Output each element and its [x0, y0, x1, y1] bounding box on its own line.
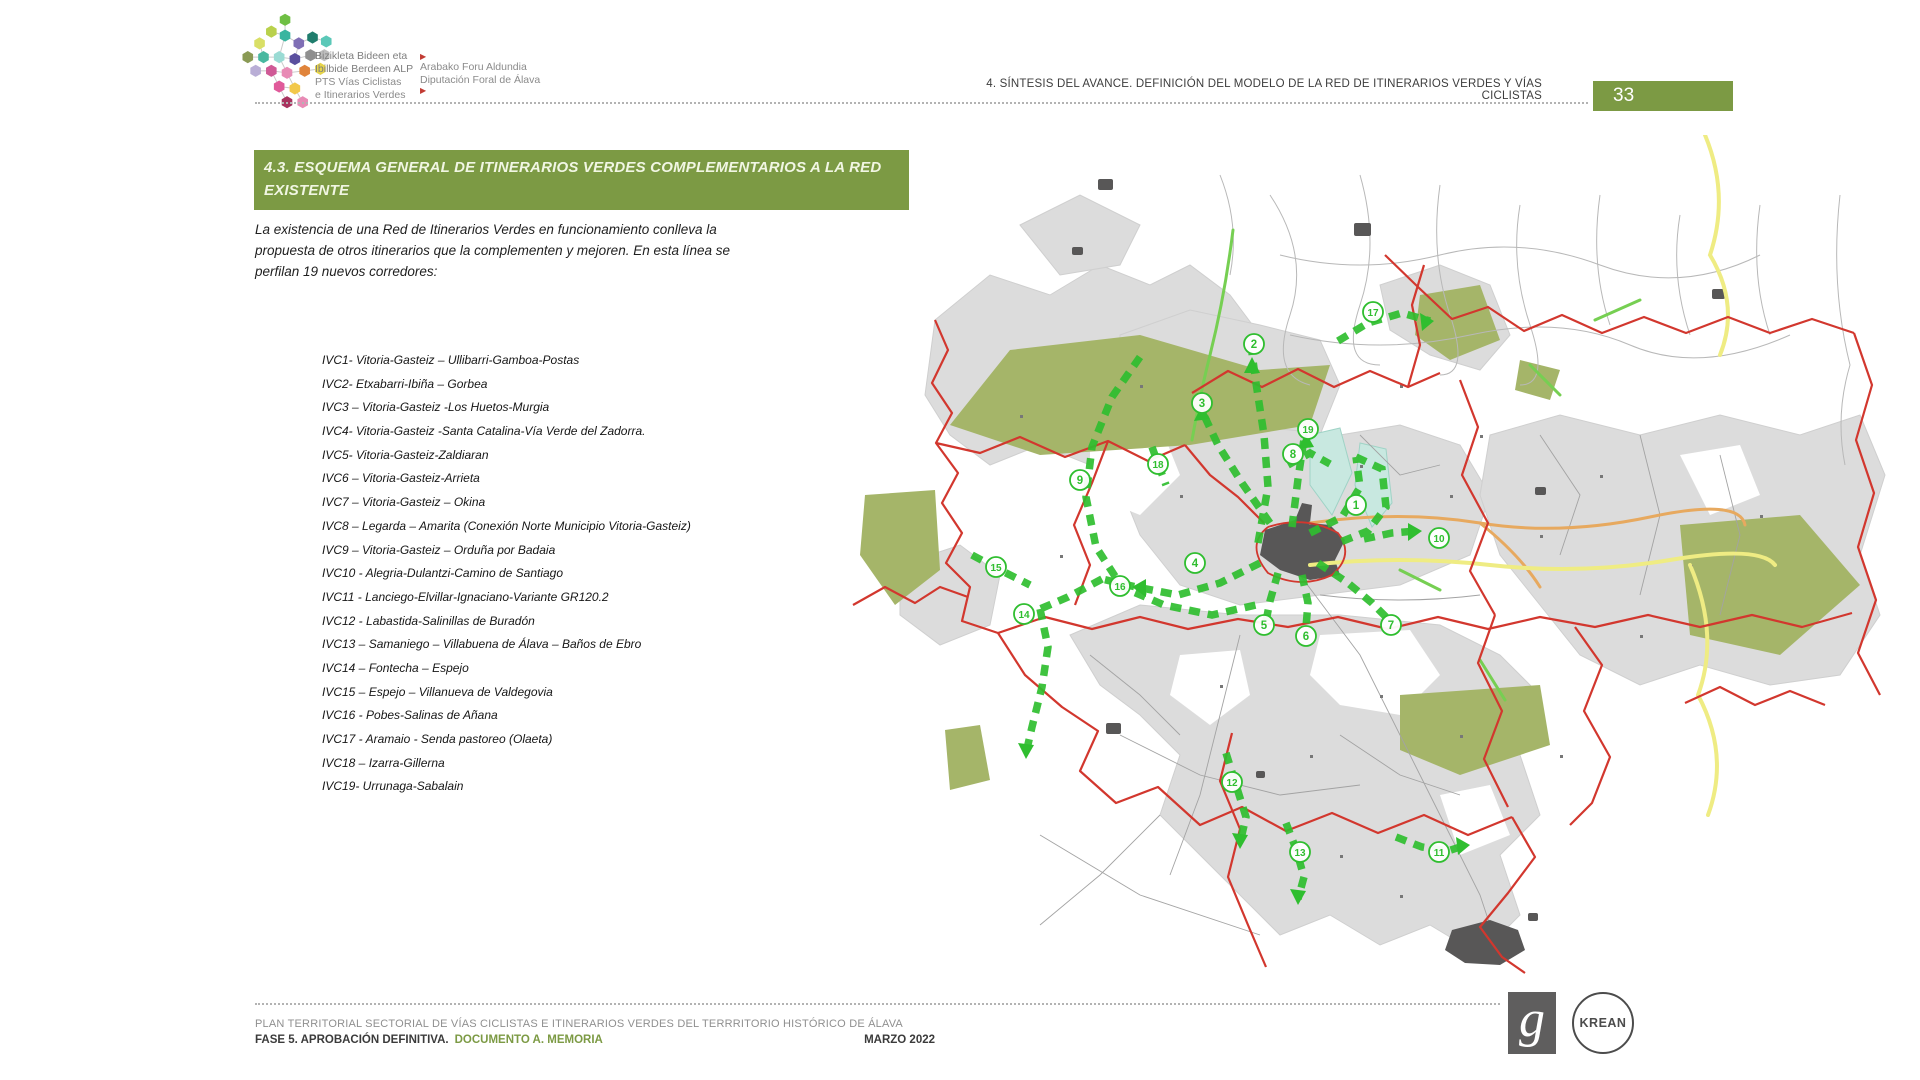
svg-text:9: 9 — [1076, 474, 1084, 487]
chapter-header: 4. SÍNTESIS DEL AVANCE. DEFINICIÓN DEL MODELO DE LA RED DE ITINERARIOS VERDES Y VÍAS CICLISTAS — [986, 78, 1542, 102]
footer-plan-title: PLAN TERRITORIAL SECTORIAL DE VÍAS CICLISTAS E ITINERARIOS VERDES DEL TERRRITORIO HISTÓRICO DE ÁLAVA — [255, 1018, 903, 1030]
corridor-list-item: IVC2- Etxabarri-Ibiña – Gorbea — [322, 376, 488, 391]
brand-line: Bizikleta Bideen eta — [315, 50, 408, 62]
route-number-badge — [1283, 444, 1303, 464]
diputacion-logo-block — [420, 53, 540, 95]
brand-line: Ibilbide Berdeen ALP — [315, 63, 414, 75]
svg-text:19: 19 — [1302, 424, 1314, 436]
corridor-list-item: IVC18 – Izarra-Gillerna — [322, 755, 445, 770]
route-number-badge — [1296, 626, 1316, 646]
brand-line: PTS Vías Ciclistas — [315, 76, 402, 88]
brand-line: Arabako Foru Aldundia — [420, 61, 527, 73]
arrow-icon: ▶ — [420, 86, 427, 95]
svg-text:14: 14 — [1018, 609, 1030, 621]
corridor-list-item: IVC9 – Vitoria-Gasteiz – Orduña por Badaia — [322, 542, 556, 557]
corridor-list-item: IVC14 – Fontecha – Espejo — [322, 660, 469, 675]
route-number-badge — [1148, 454, 1168, 474]
svg-text:12: 12 — [1226, 777, 1238, 789]
corridor-list-item: IVC10 - Alegria-Dulantzi-Camino de Santiago — [322, 566, 564, 581]
brand-line: e Itinerarios Verdes — [315, 89, 406, 101]
footer-divider — [255, 1003, 1500, 1005]
route-number-badge — [1244, 334, 1264, 354]
route-number-badge — [1070, 470, 1090, 490]
svg-text:3: 3 — [1198, 397, 1206, 410]
krean-logo: KREAN — [1572, 992, 1634, 1054]
svg-text:2: 2 — [1250, 338, 1258, 351]
svg-text:18: 18 — [1152, 459, 1164, 471]
section-title: 4.3. ESQUEMA GENERAL DE ITINERARIOS VERDES COMPLEMENTARIOS A LA RED EXISTENTE — [254, 150, 909, 210]
corridor-list-item: IVC5- Vitoria-Gasteiz-Zaldiaran — [322, 447, 489, 462]
intro-paragraph: La existencia de una Red de Itinerarios Verdes en funcionamiento conlleva la propuesta de otros itinerarios que la complementen y mejoren. En esta línea se perfilan 19 nuevos corredores: — [255, 222, 731, 279]
arrow-icon: ▶ — [420, 52, 427, 61]
g-studio-logo: g — [1508, 992, 1556, 1054]
page-number-badge — [1593, 81, 1733, 111]
header-divider — [255, 102, 1588, 104]
route-number-badge — [1363, 302, 1383, 322]
svg-text:15: 15 — [990, 562, 1002, 574]
route-number-badge — [1014, 604, 1034, 624]
svg-text:7: 7 — [1387, 619, 1395, 632]
route-number-badge — [1290, 842, 1310, 862]
corridor-list-item: IVC7 – Vitoria-Gasteiz – Okina — [322, 495, 486, 510]
route-number-badge — [1298, 419, 1318, 439]
corridor-list-item: IVC17 - Aramaio - Senda pastoreo (Olaeta) — [322, 732, 553, 746]
brand-name-block — [315, 50, 413, 102]
svg-text:8: 8 — [1289, 448, 1297, 461]
corridor-list-item: IVC15 – Espejo – Villanueva de Valdegovia — [322, 684, 553, 699]
corridor-list-item: IVC3 – Vitoria-Gasteiz -Los Huetos-Murgia — [322, 400, 550, 415]
route-number-badge — [1346, 495, 1366, 515]
svg-text:4: 4 — [1191, 557, 1199, 570]
corridor-list — [322, 349, 792, 799]
map-graphic — [840, 135, 1905, 980]
svg-text:5: 5 — [1260, 619, 1268, 632]
svg-text:6: 6 — [1302, 630, 1310, 643]
svg-text:17: 17 — [1367, 307, 1379, 319]
corridor-list-item: IVC13 – Samaniego – Villabuena de Álava – Baños de Ebro — [322, 637, 642, 652]
corridor-list-item: IVC16 - Pobes-Salinas de Añana — [322, 708, 498, 723]
corridor-list-item: IVC1- Vitoria-Gasteiz – Ullibarri-Gamboa-Postas — [322, 353, 580, 367]
route-number-badge — [1222, 772, 1242, 792]
corridor-list-item: IVC19- Urrunaga-Sabalain — [322, 779, 464, 794]
brand-line: Diputación Foral de Álava — [420, 74, 541, 86]
route-number-badge — [1254, 615, 1274, 635]
svg-text:10: 10 — [1433, 533, 1445, 545]
corridor-list-item: IVC6 – Vitoria-Gasteiz-Arrieta — [322, 471, 480, 486]
svg-text:13: 13 — [1294, 847, 1306, 859]
route-number-badge — [1110, 576, 1130, 596]
corridor-list-item: IVC8 – Legarda – Amarita (Conexión Norte Municipio Vitoria-Gasteiz) — [322, 518, 691, 533]
route-number-badge — [1429, 842, 1449, 862]
route-number-badge — [1192, 393, 1212, 413]
itineraries-map — [840, 135, 1905, 980]
route-number-badge — [1185, 553, 1205, 573]
footer — [255, 1018, 935, 1046]
corridor-list-item: IVC12 - Labastida-Salinillas de Buradón — [322, 613, 535, 628]
footer-phase: FASE 5. APROBACIÓN DEFINITIVA. — [255, 1034, 449, 1046]
svg-text:1: 1 — [1352, 499, 1360, 512]
route-number-badge — [986, 557, 1006, 577]
corridor-list-item: IVC11 - Lanciego-Elvillar-Ignaciano-Variante GR120.2 — [322, 589, 609, 604]
svg-text:11: 11 — [1433, 847, 1445, 859]
svg-text:16: 16 — [1114, 581, 1126, 593]
footer-date: MARZO 2022 — [864, 1034, 935, 1046]
route-number-badge — [1429, 528, 1449, 548]
page-number: 33 — [1613, 85, 1635, 106]
corridor-list-item: IVC4- Vitoria-Gasteiz -Santa Catalina-Vía Verde del Zadorra. — [322, 424, 646, 439]
footer-document: DOCUMENTO A. MEMORIA — [454, 1034, 603, 1046]
route-number-badge — [1381, 615, 1401, 635]
